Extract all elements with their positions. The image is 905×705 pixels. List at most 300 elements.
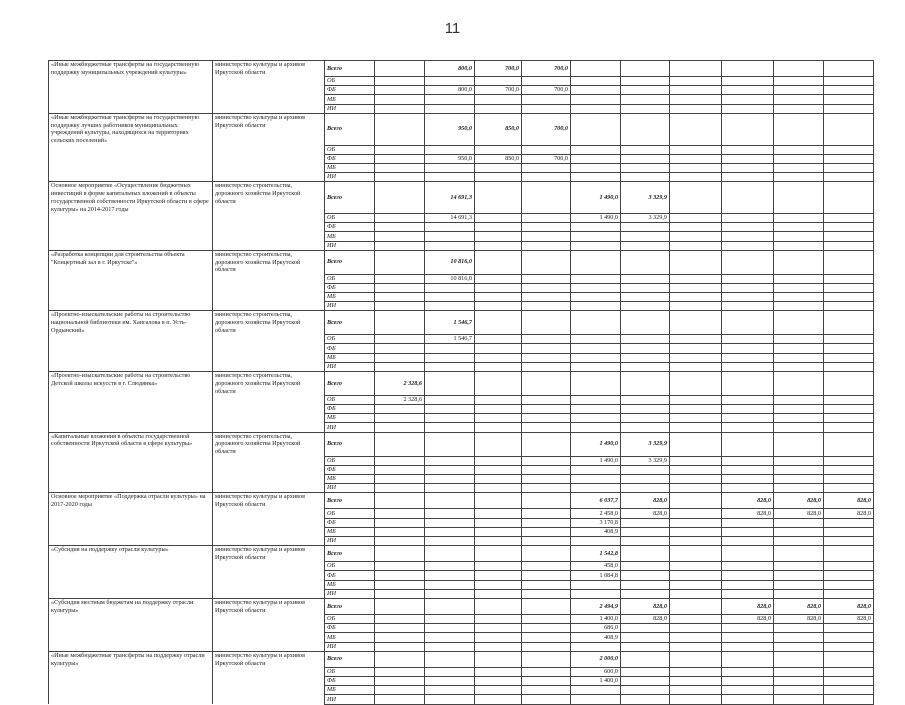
amount-cell	[824, 395, 874, 404]
amount-cell	[824, 182, 874, 214]
amount-cell	[824, 292, 874, 301]
amount-cell	[722, 651, 774, 667]
amount-cell	[621, 232, 670, 241]
activity-name: Основное мероприятие «Поддержка отрасли культуры» на 2017-2020 годы	[49, 493, 213, 509]
funding-source: ИИ	[325, 423, 375, 432]
amount-cell	[621, 423, 670, 432]
funding-source: МБ	[325, 163, 375, 172]
responsible-executor	[213, 335, 325, 344]
funding-source: ФБ	[325, 624, 375, 633]
activity-name	[49, 145, 213, 154]
amount-cell	[670, 695, 722, 704]
amount-cell	[475, 414, 522, 423]
amount-cell	[522, 163, 571, 172]
amount-cell	[375, 335, 425, 344]
table-row	[49, 353, 874, 362]
amount-cell	[425, 353, 475, 362]
responsible-executor: министерство культуры и архивов Иркутской области	[213, 598, 325, 614]
amount-cell: 2 494,9	[571, 598, 621, 614]
amount-cell	[425, 642, 475, 651]
amount-cell	[425, 509, 475, 518]
table-row	[49, 580, 874, 589]
responsible-executor: министерство культуры и архивов Иркутской области	[213, 61, 325, 77]
amount-cell	[571, 589, 621, 598]
amount-cell	[621, 405, 670, 414]
amount-cell	[621, 677, 670, 686]
amount-cell	[670, 527, 722, 536]
table-row	[49, 546, 874, 562]
amount-cell	[571, 241, 621, 250]
amount-cell	[722, 474, 774, 483]
amount-cell	[425, 546, 475, 562]
amount-cell	[522, 405, 571, 414]
responsible-executor	[213, 465, 325, 474]
activity-name	[49, 283, 213, 292]
amount-cell	[475, 335, 522, 344]
funding-source: ФБ	[325, 154, 375, 163]
table-row	[49, 145, 874, 154]
responsible-executor	[213, 589, 325, 598]
amount-cell	[722, 232, 774, 241]
table-row	[49, 113, 874, 145]
amount-cell	[522, 414, 571, 423]
amount-cell	[522, 667, 571, 676]
amount-cell	[375, 484, 425, 493]
amount-cell: 828,0	[621, 598, 670, 614]
amount-cell	[425, 695, 475, 704]
amount-cell	[774, 686, 824, 695]
funding-source: МБ	[325, 474, 375, 483]
amount-cell	[670, 414, 722, 423]
amount-cell	[475, 223, 522, 232]
responsible-executor	[213, 274, 325, 283]
amount-cell	[375, 61, 425, 77]
amount-cell	[722, 536, 774, 545]
funding-source: ИИ	[325, 302, 375, 311]
amount-cell	[774, 667, 824, 676]
amount-cell	[670, 250, 722, 274]
amount-cell	[475, 518, 522, 527]
amount-cell	[670, 518, 722, 527]
amount-cell	[722, 456, 774, 465]
amount-cell	[722, 302, 774, 311]
amount-cell	[425, 232, 475, 241]
amount-cell	[722, 414, 774, 423]
amount-cell	[774, 353, 824, 362]
amount-cell: 700,0	[522, 61, 571, 77]
amount-cell	[621, 465, 670, 474]
amount-cell	[824, 372, 874, 396]
amount-cell	[571, 311, 621, 335]
activity-name	[49, 695, 213, 704]
activity-name	[49, 292, 213, 301]
table-row	[49, 667, 874, 676]
amount-cell	[425, 344, 475, 353]
table-row	[49, 536, 874, 545]
funding-source: ФБ	[325, 677, 375, 686]
funding-source: МБ	[325, 95, 375, 104]
responsible-executor: министерство культуры и архивов Иркутской области	[213, 113, 325, 145]
amount-cell: 828,0	[824, 615, 874, 624]
amount-cell	[522, 241, 571, 250]
responsible-executor	[213, 536, 325, 545]
amount-cell	[670, 163, 722, 172]
amount-cell	[475, 527, 522, 536]
amount-cell	[670, 624, 722, 633]
amount-cell	[670, 86, 722, 95]
amount-cell	[425, 527, 475, 536]
funding-source: ФБ	[325, 571, 375, 580]
table-row	[49, 163, 874, 172]
amount-cell	[522, 173, 571, 182]
responsible-executor	[213, 302, 325, 311]
amount-cell	[621, 173, 670, 182]
amount-cell	[375, 677, 425, 686]
amount-cell	[722, 395, 774, 404]
amount-cell: 700,0	[522, 86, 571, 95]
funding-source: Всего	[325, 250, 375, 274]
amount-cell	[522, 432, 571, 456]
responsible-executor	[213, 95, 325, 104]
amount-cell	[824, 241, 874, 250]
amount-cell	[425, 77, 475, 86]
table-row	[49, 695, 874, 704]
responsible-executor	[213, 213, 325, 222]
amount-cell	[621, 571, 670, 580]
amount-cell: 2 328,6	[375, 395, 425, 404]
amount-cell	[425, 145, 475, 154]
amount-cell	[774, 335, 824, 344]
amount-cell	[475, 615, 522, 624]
amount-cell: 1 542,8	[571, 546, 621, 562]
amount-cell	[722, 182, 774, 214]
amount-cell	[621, 283, 670, 292]
amount-cell	[670, 432, 722, 456]
amount-cell	[425, 493, 475, 509]
amount-cell	[670, 241, 722, 250]
amount-cell	[375, 546, 425, 562]
amount-cell	[824, 283, 874, 292]
amount-cell	[571, 173, 621, 182]
amount-cell: 1 490,0	[571, 456, 621, 465]
amount-cell	[774, 677, 824, 686]
amount-cell	[824, 589, 874, 598]
amount-cell: 828,0	[774, 509, 824, 518]
amount-cell	[722, 61, 774, 77]
amount-cell	[774, 432, 824, 456]
amount-cell	[375, 423, 425, 432]
responsible-executor	[213, 518, 325, 527]
amount-cell	[774, 232, 824, 241]
amount-cell	[425, 562, 475, 571]
amount-cell	[375, 232, 425, 241]
amount-cell	[722, 580, 774, 589]
amount-cell	[475, 241, 522, 250]
amount-cell	[621, 86, 670, 95]
amount-cell	[571, 686, 621, 695]
table-row	[49, 302, 874, 311]
activity-name	[49, 213, 213, 222]
activity-name: «Иные межбюджетные трансферты на поддержку отрасли культуры»	[49, 651, 213, 667]
amount-cell	[475, 633, 522, 642]
amount-cell	[375, 250, 425, 274]
amount-cell	[522, 182, 571, 214]
funding-source: Всего	[325, 61, 375, 77]
amount-cell	[824, 223, 874, 232]
amount-cell	[375, 302, 425, 311]
amount-cell	[375, 509, 425, 518]
amount-cell	[621, 274, 670, 283]
amount-cell	[475, 362, 522, 371]
amount-cell	[571, 580, 621, 589]
amount-cell	[670, 546, 722, 562]
amount-cell	[774, 518, 824, 527]
amount-cell	[824, 344, 874, 353]
amount-cell	[475, 145, 522, 154]
amount-cell	[774, 484, 824, 493]
amount-cell	[722, 546, 774, 562]
amount-cell	[774, 624, 824, 633]
amount-cell: 828,0	[774, 598, 824, 614]
amount-cell: 2 328,6	[375, 372, 425, 396]
amount-cell	[522, 484, 571, 493]
amount-cell	[774, 562, 824, 571]
amount-cell	[670, 113, 722, 145]
funding-source: Всего	[325, 113, 375, 145]
responsible-executor	[213, 395, 325, 404]
amount-cell	[774, 223, 824, 232]
amount-cell	[824, 77, 874, 86]
activity-name	[49, 456, 213, 465]
amount-cell	[375, 182, 425, 214]
amount-cell	[670, 633, 722, 642]
amount-cell	[824, 173, 874, 182]
responsible-executor: министерство строительства, дорожного хозяйства Иркутской области	[213, 182, 325, 214]
amount-cell	[621, 163, 670, 172]
amount-cell	[824, 518, 874, 527]
amount-cell	[774, 372, 824, 396]
budget-table	[48, 60, 874, 705]
responsible-executor	[213, 474, 325, 483]
funding-source: ФБ	[325, 518, 375, 527]
amount-cell	[621, 395, 670, 404]
amount-cell	[621, 335, 670, 344]
table-row	[49, 624, 874, 633]
amount-cell: 3 329,9	[621, 432, 670, 456]
table-row	[49, 465, 874, 474]
amount-cell	[621, 95, 670, 104]
amount-cell	[824, 580, 874, 589]
amount-cell	[670, 274, 722, 283]
amount-cell: 700,0	[522, 154, 571, 163]
amount-cell: 828,0	[824, 598, 874, 614]
responsible-executor: министерство строительства, дорожного хозяйства Иркутской области	[213, 372, 325, 396]
amount-cell	[475, 562, 522, 571]
amount-cell	[425, 465, 475, 474]
amount-cell	[621, 77, 670, 86]
table-row	[49, 518, 874, 527]
amount-cell	[774, 61, 824, 77]
amount-cell	[375, 274, 425, 283]
funding-source: МБ	[325, 353, 375, 362]
amount-cell	[375, 173, 425, 182]
amount-cell: 2 458,0	[571, 509, 621, 518]
table-row	[49, 335, 874, 344]
funding-source: ОБ	[325, 77, 375, 86]
amount-cell	[425, 474, 475, 483]
amount-cell	[621, 518, 670, 527]
amount-cell	[522, 335, 571, 344]
amount-cell	[425, 302, 475, 311]
amount-cell	[722, 292, 774, 301]
activity-name	[49, 95, 213, 104]
amount-cell	[571, 113, 621, 145]
amount-cell	[824, 302, 874, 311]
table-row	[49, 77, 874, 86]
funding-source: ОБ	[325, 395, 375, 404]
amount-cell	[375, 667, 425, 676]
responsible-executor	[213, 173, 325, 182]
amount-cell	[774, 241, 824, 250]
responsible-executor: министерство строительства, дорожного хозяйства Иркутской области	[213, 250, 325, 274]
amount-cell	[571, 536, 621, 545]
amount-cell	[774, 213, 824, 222]
funding-source: Всего	[325, 493, 375, 509]
amount-cell: 828,0	[621, 509, 670, 518]
amount-cell	[722, 274, 774, 283]
amount-cell	[375, 651, 425, 667]
funding-source: МБ	[325, 686, 375, 695]
responsible-executor	[213, 414, 325, 423]
amount-cell	[475, 372, 522, 396]
funding-source: Всего	[325, 372, 375, 396]
amount-cell	[571, 423, 621, 432]
amount-cell	[774, 274, 824, 283]
table-row	[49, 232, 874, 241]
amount-cell: 828,0	[621, 615, 670, 624]
amount-cell	[670, 104, 722, 113]
amount-cell	[475, 667, 522, 676]
amount-cell: 1 490,0	[571, 213, 621, 222]
amount-cell	[670, 667, 722, 676]
activity-name	[49, 423, 213, 432]
amount-cell	[722, 311, 774, 335]
amount-cell	[621, 484, 670, 493]
amount-cell	[571, 292, 621, 301]
amount-cell	[722, 353, 774, 362]
amount-cell	[621, 546, 670, 562]
amount-cell	[425, 667, 475, 676]
funding-source: ФБ	[325, 344, 375, 353]
amount-cell	[571, 414, 621, 423]
amount-cell	[475, 465, 522, 474]
amount-cell	[475, 580, 522, 589]
activity-name	[49, 580, 213, 589]
amount-cell	[621, 362, 670, 371]
amount-cell	[375, 456, 425, 465]
amount-cell	[670, 536, 722, 545]
funding-source: ОБ	[325, 274, 375, 283]
amount-cell	[824, 465, 874, 474]
amount-cell	[571, 395, 621, 404]
amount-cell	[621, 686, 670, 695]
activity-name	[49, 615, 213, 624]
amount-cell	[375, 695, 425, 704]
amount-cell	[774, 414, 824, 423]
amount-cell	[722, 283, 774, 292]
amount-cell	[824, 624, 874, 633]
amount-cell	[522, 686, 571, 695]
activity-name	[49, 395, 213, 404]
amount-cell	[375, 615, 425, 624]
amount-cell	[522, 695, 571, 704]
amount-cell	[522, 465, 571, 474]
responsible-executor	[213, 562, 325, 571]
amount-cell	[475, 405, 522, 414]
amount-cell	[522, 493, 571, 509]
amount-cell	[522, 651, 571, 667]
funding-source: ОБ	[325, 456, 375, 465]
amount-cell	[425, 423, 475, 432]
activity-name: «Иные межбюджетные трансферты на государственную поддержку муниципальных учреждений культуры»	[49, 61, 213, 77]
amount-cell: 828,0	[722, 615, 774, 624]
responsible-executor	[213, 362, 325, 371]
activity-name: «Проектно-изыскательские работы на строительство национальной библиотеки им. Хангалова в п. Усть-Ордынский»	[49, 311, 213, 335]
amount-cell	[522, 633, 571, 642]
amount-cell	[774, 154, 824, 163]
amount-cell	[824, 335, 874, 344]
amount-cell	[621, 695, 670, 704]
table-row	[49, 509, 874, 518]
amount-cell	[475, 104, 522, 113]
amount-cell	[722, 633, 774, 642]
funding-source: МБ	[325, 580, 375, 589]
amount-cell	[621, 642, 670, 651]
amount-cell	[621, 562, 670, 571]
amount-cell	[522, 527, 571, 536]
amount-cell	[621, 344, 670, 353]
amount-cell	[475, 213, 522, 222]
amount-cell: 850,0	[475, 113, 522, 145]
funding-source: МБ	[325, 292, 375, 301]
responsible-executor	[213, 642, 325, 651]
funding-source: Всего	[325, 311, 375, 335]
amount-cell	[670, 677, 722, 686]
amount-cell	[375, 223, 425, 232]
table-row	[49, 283, 874, 292]
activity-name	[49, 274, 213, 283]
amount-cell	[670, 642, 722, 651]
amount-cell: 828,0	[824, 509, 874, 518]
amount-cell	[722, 77, 774, 86]
amount-cell	[571, 274, 621, 283]
amount-cell	[522, 474, 571, 483]
amount-cell	[475, 182, 522, 214]
amount-cell: 828,0	[722, 509, 774, 518]
table-row	[49, 405, 874, 414]
amount-cell: 6 037,7	[571, 493, 621, 509]
responsible-executor	[213, 344, 325, 353]
funding-source: ОБ	[325, 509, 375, 518]
amount-cell	[621, 667, 670, 676]
amount-cell	[722, 223, 774, 232]
amount-cell: 14 691,3	[425, 182, 475, 214]
amount-cell	[425, 589, 475, 598]
amount-cell	[774, 456, 824, 465]
amount-cell	[621, 292, 670, 301]
amount-cell	[774, 77, 824, 86]
activity-name	[49, 335, 213, 344]
